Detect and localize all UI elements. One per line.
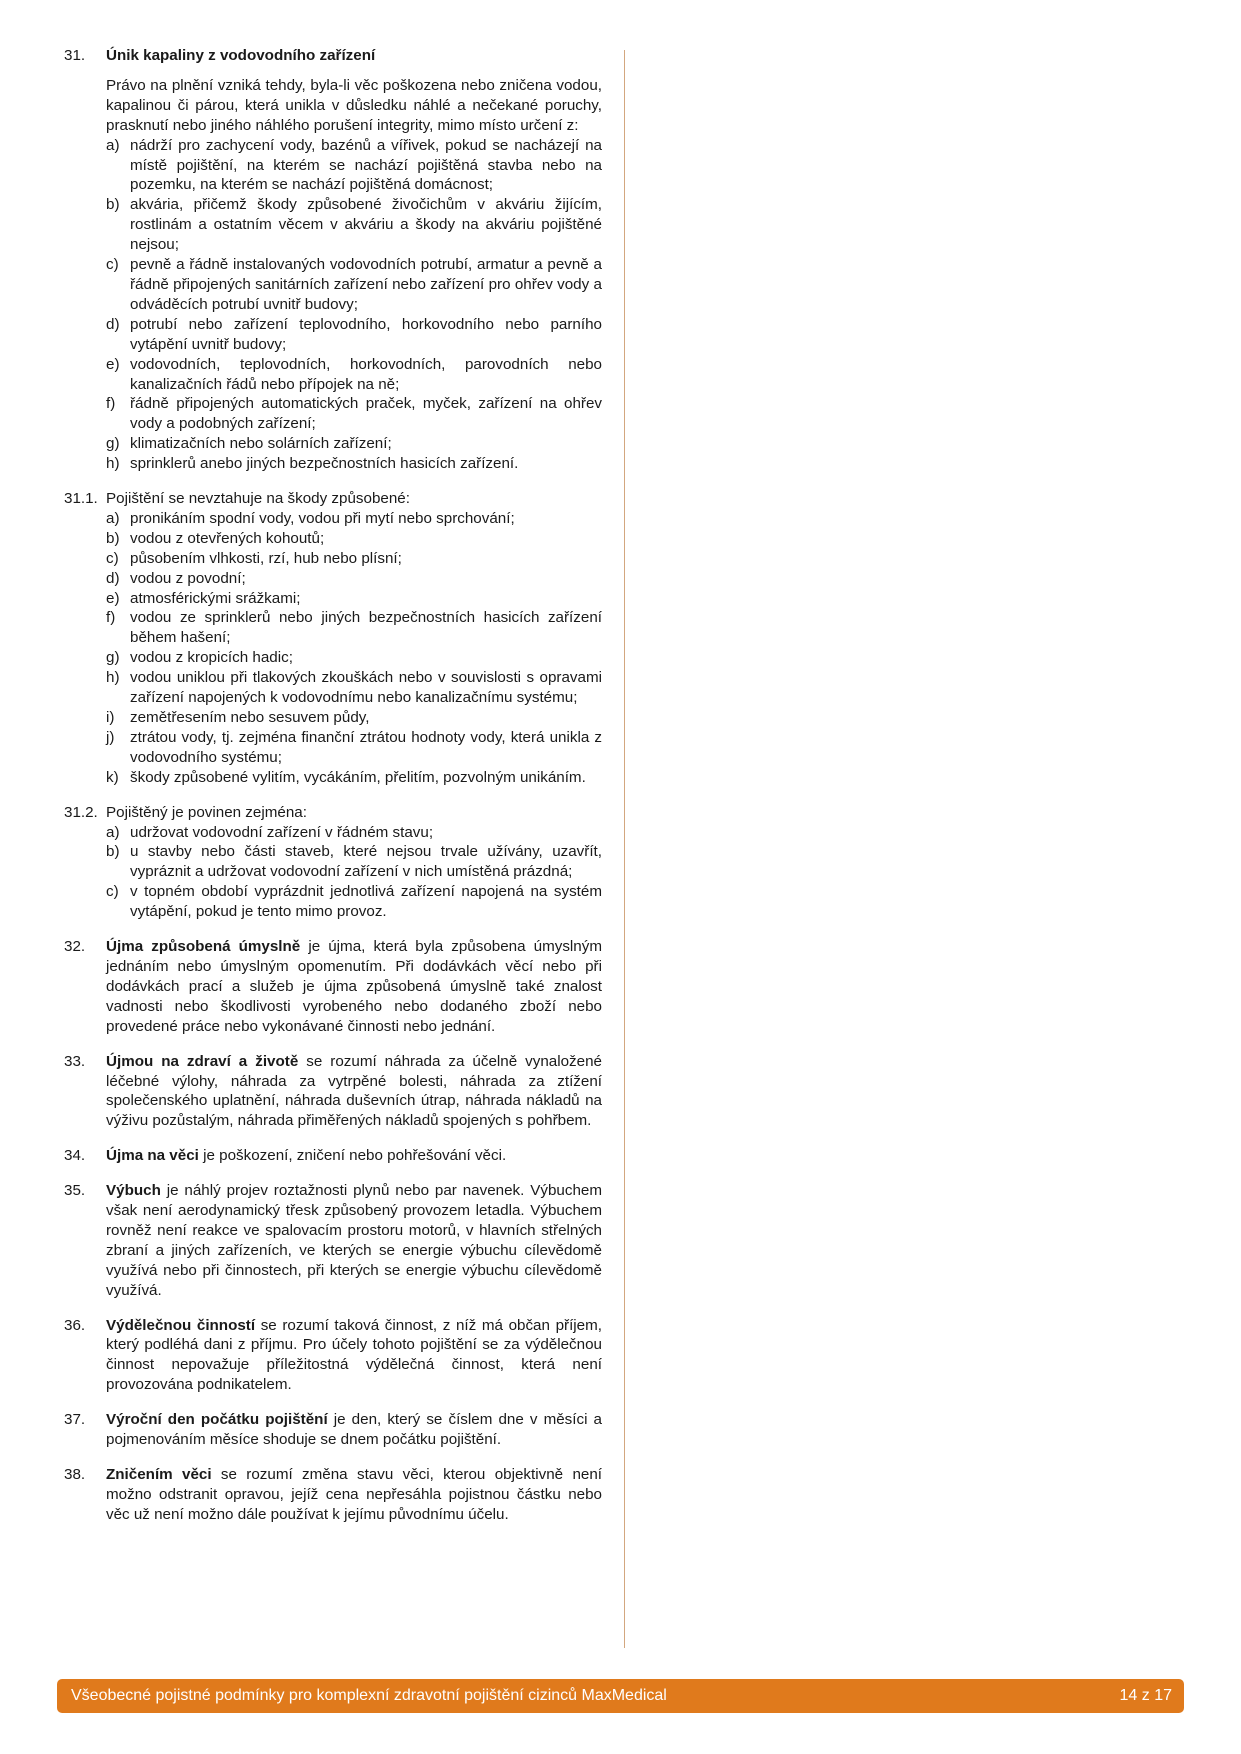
item-letter: g) [106, 649, 120, 667]
definition: je újma, která byla způsobena úmyslným jednáním nebo úmyslným opomenutím. Při dodávkách věcí nebo při dodávkách prací a služeb je újma způsobená úmyslně také znalost vadnosti nebo škodlivosti vyrobeného nebo dodaného zboží nebo provedené práce nebo vykonávané činnosti nebo jednání. [106, 938, 602, 1035]
section-paragraph [106, 1146, 602, 1166]
section-number: 36. [64, 1316, 86, 1334]
list-item [106, 668, 602, 708]
list-item [106, 434, 602, 454]
item-letter: d) [106, 315, 120, 333]
item-text: u stavby nebo části staveb, které nejsou trvale užívány, uzavřít, vypráznit a udržovat vodovodní zařízení v nich umístěná prázdná; [130, 843, 602, 881]
item-list [106, 509, 602, 788]
section-38 [64, 1465, 602, 1525]
list-item [106, 569, 602, 589]
section-number: 32. [64, 938, 86, 956]
section-37 [64, 1410, 602, 1450]
item-letter: f) [106, 609, 116, 627]
item-text: řádně připojených automatických praček, myček, zařízení na ohřev vody a podobných zařízení; [130, 395, 602, 433]
section-number: 31. [64, 47, 86, 64]
item-text: zemětřesením nebo sesuvem půdy, [130, 709, 370, 726]
item-letter: b) [106, 529, 120, 547]
item-letter: a) [106, 823, 120, 841]
item-letter: b) [106, 843, 120, 861]
section-number: 33. [64, 1052, 86, 1070]
term: Újma na věci [106, 1147, 199, 1165]
section-34 [64, 1146, 602, 1166]
section-35 [64, 1181, 602, 1300]
section-number: 31.2. [64, 803, 98, 821]
list-item [106, 842, 602, 882]
definition: je den, který se číslem dne v měsíci a pojmenováním měsíce shoduje se dnem počátku pojištění. [106, 1411, 602, 1449]
list-item [106, 355, 602, 395]
item-text: vodou uniklou při tlakových zkouškách nebo v souvislosti s opravami zařízení napojených k vodovodnímu nebo kanalizačnímu systému; [130, 669, 602, 707]
list-item [106, 882, 602, 922]
definition: je poškození, zničení nebo pohřešování věci. [198, 1147, 507, 1165]
item-letter: c) [106, 256, 119, 274]
section-paragraph [106, 1410, 602, 1450]
list-item [106, 195, 602, 255]
item-text: udržovat vodovodní zařízení v řádném stavu; [130, 823, 434, 841]
item-text: vodou z otevřených kohoutů; [130, 529, 325, 547]
item-text: působením vlhkosti, rzí, hub nebo plísní; [130, 549, 402, 567]
section-paragraph [106, 1181, 602, 1300]
item-letter: e) [106, 355, 120, 373]
section-number: 38. [64, 1466, 86, 1483]
section-31-1 [64, 489, 602, 788]
definition: se rozumí náhrada za účelně vynaložené léčebné výlohy, náhrada za vytrpěné bolesti, náhrada za ztížení společenského uplatnění, náhrada duševních útrap, náhrada nákladů na výživu pozůstalým, náhrada přiměřených nákladů spojených s pohřbem. [106, 1052, 602, 1130]
list-item [106, 708, 602, 728]
item-letter: a) [106, 136, 120, 154]
list-item [106, 454, 602, 474]
list-item [106, 394, 602, 434]
definition: se rozumí změna stavu věci, kterou objektivně není možno odstranit opravou, jejíž cena nepřesáhla pojistnou částku nebo věc už není možno dále používat k jejímu původnímu účelu. [106, 1466, 603, 1523]
item-letter: c) [106, 883, 119, 901]
list-item [106, 648, 602, 668]
section-intro: Pojištění se nevztahuje na škody způsobené: [106, 490, 410, 508]
term: Újmou na zdraví a životě [106, 1052, 299, 1070]
section-title: Únik kapaliny z vodovodního zařízení [106, 47, 376, 64]
section-number: 35. [64, 1182, 86, 1200]
section-number: 34. [64, 1147, 86, 1165]
section-intro: Právo na plnění vzniká tehdy, byla-li věc poškozena nebo zničena vodou, kapalinou či párou, která unikla v důsledku náhlé a nečekané poruchy, prasknutí nebo jiného náhlého porušení integrity, mimo místo určení z: [106, 76, 602, 134]
section-36 [64, 1316, 602, 1396]
section-31-2 [64, 803, 602, 922]
list-item [106, 549, 602, 569]
footer-bar [57, 1679, 1184, 1713]
item-letter: k) [106, 768, 119, 786]
list-item [106, 509, 602, 529]
item-text: sprinklerů anebo jiných bezpečnostních hasicích zařízení. [130, 455, 519, 473]
item-letter: e) [106, 589, 120, 607]
list-item [106, 608, 602, 648]
item-list [106, 823, 602, 923]
item-letter: g) [106, 435, 120, 453]
column-divider [624, 50, 625, 1648]
item-text: v topném období vyprázdnit jednotlivá zařízení napojená na systém vytápění, pokud je tento mimo provoz. [130, 883, 602, 921]
section-number: 31.1. [64, 490, 98, 508]
item-text: vodou z kropicích hadic; [130, 649, 293, 667]
item-text: vodovodních, teplovodních, horkovodních, parovodních nebo kanalizačních řádů nebo přípojek na ně; [130, 355, 602, 393]
list-item [106, 589, 602, 609]
section-number: 37. [64, 1411, 86, 1429]
item-letter: h) [106, 669, 120, 687]
page-number: 14 z 17 [1119, 1687, 1172, 1704]
definition: je náhlý projev roztažnosti plynů nebo par navenek. Výbuchem však není aerodynamický třesk způsobený provozem letadla. Výbuchem rovněž není reakce ve spalovacím prostoru motorů, v hlavních střelných zbraní a jiných zařízeních, ve kterých se energie výbuchu cílevědomě využívá nebo při činnostech, při kterých se energie výbuchu cílevědomě využívá. [106, 1182, 602, 1299]
term: Výdělečnou činností [106, 1316, 256, 1334]
list-item [106, 136, 602, 196]
list-item [106, 728, 602, 768]
item-text: atmosférickými srážkami; [130, 589, 301, 607]
item-text: škody způsobené vylitím, vycákáním, přelitím, pozvolným unikáním. [130, 768, 586, 786]
item-list [106, 136, 602, 474]
section-31 [64, 46, 602, 474]
item-text: vodou z povodní; [130, 569, 246, 587]
item-letter: d) [106, 569, 120, 587]
section-paragraph [106, 937, 602, 1037]
list-item [106, 768, 602, 788]
item-text: akvária, přičemž škody způsobené živočichům v akváriu žijícím, rostlinám a ostatním věcem v akváriu a škody na akváriu pojištěné nejsou; [130, 196, 602, 254]
section-paragraph [106, 1465, 602, 1525]
list-item [106, 315, 602, 355]
section-32 [64, 937, 602, 1037]
item-text: nádrží pro zachycení vody, bazénů a vířivek, pokud se nacházejí na místě pojištění, na kterém se nachází pojištěná stavba nebo na pozemku, na kterém se nachází pojištěná domácnost; [130, 136, 602, 194]
item-text: ztrátou vody, tj. zejména finanční ztrátou hodnoty vody, která unikla z vodovodního systému; [130, 728, 602, 766]
item-letter: b) [106, 196, 120, 214]
definition: se rozumí taková činnost, z níž má občan příjem, který podléhá dani z příjmu. Pro účely tohoto pojištění se za výdělečnou činnost nepovažuje příležitostná výdělečná činnost, která není provozována podnikatelem. [106, 1316, 602, 1394]
item-text: pronikáním spodní vody, vodou při mytí nebo sprchování; [130, 509, 515, 527]
list-item [106, 823, 602, 843]
section-33 [64, 1052, 602, 1132]
list-item [106, 529, 602, 549]
section-intro: Pojištěný je povinen zejména: [106, 803, 307, 821]
item-letter: f) [106, 395, 116, 413]
item-text: potrubí nebo zařízení teplovodního, horkovodního nebo parního vytápění uvnitř budovy; [130, 315, 602, 353]
list-item [106, 255, 602, 315]
section-paragraph [106, 1316, 602, 1396]
item-text: klimatizačních nebo solárních zařízení; [130, 435, 392, 453]
section-paragraph [106, 1052, 602, 1132]
item-letter: h) [106, 455, 120, 473]
footer-text: Všeobecné pojistné podmínky pro komplexní zdravotní pojištění cizinců MaxMedical [71, 1687, 667, 1704]
term: Výroční den počátku pojištění [106, 1411, 328, 1429]
item-letter: j) [106, 728, 115, 746]
item-text: pevně a řádně instalovaných vodovodních potrubí, armatur a pevně a řádně připojených sanitárních zařízení nebo zařízení pro ohřev vody a odváděcích potrubí uvnitř budovy; [130, 256, 602, 313]
item-letter: c) [106, 549, 119, 567]
document-column [64, 46, 602, 1540]
item-letter: i) [106, 709, 115, 726]
term: Výbuch [106, 1182, 161, 1200]
item-letter: a) [106, 509, 120, 527]
term: Zničením věci [106, 1466, 212, 1483]
term: Újma způsobená úmyslně [106, 938, 301, 956]
item-text: vodou ze sprinklerů nebo jiných bezpečnostních hasicích zařízení během hašení; [130, 609, 602, 647]
